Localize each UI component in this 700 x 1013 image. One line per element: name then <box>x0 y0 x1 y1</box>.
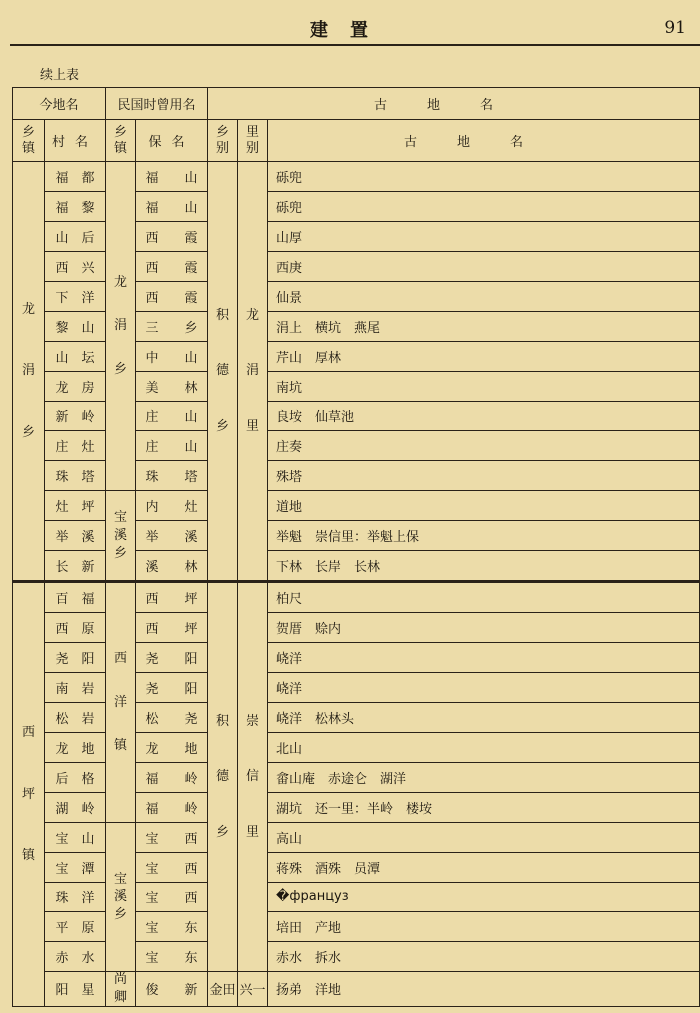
village-cell: 阳 星 <box>45 972 106 1006</box>
li-cell: 兴一 <box>238 972 268 1006</box>
ancient-name-cell: 道地 <box>268 491 700 521</box>
col-village: 村名 <box>45 120 106 162</box>
table-row <box>13 582 700 613</box>
village-cell: 举 溪 <box>45 521 106 551</box>
col-group-republic: 民国时曾用名 <box>106 88 208 120</box>
ancient-name-cell: 殊塔 <box>268 461 700 491</box>
ancient-name-cell: 举魁 崇信里：举魁上保 <box>268 521 700 551</box>
bao-cell: 宝 西 <box>136 822 208 852</box>
ancient-name-cell: 高山 <box>268 822 700 852</box>
xiang-cell: 金田 <box>208 972 238 1006</box>
ancient-name-cell: 柏尺 <box>268 582 700 613</box>
bao-cell: 庄 山 <box>136 431 208 461</box>
ancient-name-cell: 芹山 厚林 <box>268 341 700 371</box>
header-row-2 <box>13 120 700 162</box>
bao-cell: 举 溪 <box>136 521 208 551</box>
village-cell: 宝 潭 <box>45 852 106 882</box>
village-cell: 珠 塔 <box>45 461 106 491</box>
town-cell: 西 坪 镇 <box>13 582 45 1006</box>
bao-cell: 宝 西 <box>136 882 208 912</box>
village-cell: 西 原 <box>45 613 106 643</box>
town-cell: 龙 涓 乡 <box>13 162 45 582</box>
mg-town-cell: 尚 卿 <box>106 972 136 1006</box>
village-cell: 山 坛 <box>45 341 106 371</box>
page-header <box>0 0 700 48</box>
ancient-name-cell: 涓上 横坑 燕尾 <box>268 311 700 341</box>
village-cell: 南 岩 <box>45 672 106 702</box>
ancient-name-cell: 下林 长岸 长林 <box>268 551 700 582</box>
village-cell: 后 格 <box>45 762 106 792</box>
bao-cell: 尧 阳 <box>136 643 208 673</box>
place-name-table <box>12 87 700 1007</box>
ancient-name-cell: 培田 产地 <box>268 912 700 942</box>
col-xiang: 乡别 <box>208 120 238 162</box>
header-rule <box>10 44 700 46</box>
ancient-name-cell: 畲山庵 赤途仑 湖洋 <box>268 762 700 792</box>
bao-cell: 宝 西 <box>136 852 208 882</box>
ancient-name-cell: 贺厝 赊内 <box>268 613 700 643</box>
xiang-cell: 积 德 乡 <box>208 582 238 972</box>
bao-cell: 内 灶 <box>136 491 208 521</box>
ancient-name-cell: 砾兜 <box>268 162 700 192</box>
bao-cell: 俊 新 <box>136 972 208 1006</box>
ancient-name-cell: 峣洋 <box>268 672 700 702</box>
table-row <box>13 491 700 521</box>
ancient-name-cell: 西庚 <box>268 251 700 281</box>
bao-cell: 福 岭 <box>136 762 208 792</box>
mg-town-cell: 西 洋 镇 <box>106 582 136 823</box>
mg-town-cell: 宝 溪 乡 <box>106 491 136 582</box>
village-cell: 龙 地 <box>45 732 106 762</box>
xiang-cell: 积 德 乡 <box>208 162 238 582</box>
village-cell: 赤 水 <box>45 942 106 972</box>
bao-cell: 尧 阳 <box>136 672 208 702</box>
village-cell: 西 兴 <box>45 251 106 281</box>
bao-cell: 西 霞 <box>136 221 208 251</box>
village-cell: 下 洋 <box>45 281 106 311</box>
bao-cell: 西 霞 <box>136 251 208 281</box>
bao-cell: 松 尧 <box>136 702 208 732</box>
bao-cell: 福 山 <box>136 162 208 192</box>
col-mg-town: 乡镇 <box>106 120 136 162</box>
village-cell: 新 岭 <box>45 401 106 431</box>
ancient-name-cell: 南坑 <box>268 371 700 401</box>
bao-cell: 溪 林 <box>136 551 208 582</box>
bao-cell: 西 坪 <box>136 582 208 613</box>
ancient-name-cell: 蒋殊 酒殊 员潭 <box>268 852 700 882</box>
ancient-name-cell: 仙景 <box>268 281 700 311</box>
bao-cell: 福 岭 <box>136 792 208 822</box>
village-cell: 长 新 <box>45 551 106 582</box>
li-cell: 龙 涓 里 <box>238 162 268 582</box>
village-cell: 山 后 <box>45 221 106 251</box>
village-cell: 湖 岭 <box>45 792 106 822</box>
col-group-current: 今地名 <box>13 88 106 120</box>
ancient-name-cell: 北山 <box>268 732 700 762</box>
village-cell: 黎 山 <box>45 311 106 341</box>
village-cell: 福 黎 <box>45 191 106 221</box>
page-number: 91 <box>664 18 686 38</box>
col-ancient: 古地名 <box>268 120 700 162</box>
col-town: 乡镇 <box>13 120 45 162</box>
village-cell: 福 都 <box>45 162 106 192</box>
header-row-1 <box>13 88 700 120</box>
bao-cell: 龙 地 <box>136 732 208 762</box>
table-row <box>13 972 700 1006</box>
table-body <box>13 162 700 1007</box>
village-cell: 宝 山 <box>45 822 106 852</box>
bao-cell: 美 林 <box>136 371 208 401</box>
ancient-name-cell: 湖坑 还一里：半岭 楼垵 <box>268 792 700 822</box>
ancient-name-cell: �француз <box>268 882 700 912</box>
col-li: 里别 <box>238 120 268 162</box>
page-title: 建置 <box>310 20 390 41</box>
bao-cell: 西 坪 <box>136 613 208 643</box>
bao-cell: 三 乡 <box>136 311 208 341</box>
village-cell: 龙 房 <box>45 371 106 401</box>
col-group-ancient: 古地名 <box>208 88 700 120</box>
ancient-name-cell: 峣洋 松林头 <box>268 702 700 732</box>
mg-town-cell: 宝 溪 乡 <box>106 822 136 972</box>
bao-cell: 宝 东 <box>136 912 208 942</box>
col-bao: 保名 <box>136 120 208 162</box>
ancient-name-cell: 良垵 仙草池 <box>268 401 700 431</box>
village-cell: 百 福 <box>45 582 106 613</box>
table-row <box>13 162 700 192</box>
continued-note: 续上表 <box>40 68 80 83</box>
village-cell: 平 原 <box>45 912 106 942</box>
village-cell: 灶 坪 <box>45 491 106 521</box>
bao-cell: 庄 山 <box>136 401 208 431</box>
ancient-name-cell: 庄奏 <box>268 431 700 461</box>
bao-cell: 福 山 <box>136 191 208 221</box>
ancient-name-cell: 扬弟 洋地 <box>268 972 700 1006</box>
village-cell: 尧 阳 <box>45 643 106 673</box>
li-cell: 崇 信 里 <box>238 582 268 972</box>
ancient-name-cell: 赤水 拆水 <box>268 942 700 972</box>
ancient-name-cell: 山厚 <box>268 221 700 251</box>
village-cell: 松 岩 <box>45 702 106 732</box>
ancient-name-cell: 砾兜 <box>268 191 700 221</box>
bao-cell: 珠 塔 <box>136 461 208 491</box>
village-cell: 珠 洋 <box>45 882 106 912</box>
table-row <box>13 822 700 852</box>
village-cell: 庄 灶 <box>45 431 106 461</box>
bao-cell: 宝 东 <box>136 942 208 972</box>
ancient-name-cell: 峣洋 <box>268 643 700 673</box>
bao-cell: 中 山 <box>136 341 208 371</box>
bao-cell: 西 霞 <box>136 281 208 311</box>
mg-town-cell: 龙 涓 乡 <box>106 162 136 491</box>
